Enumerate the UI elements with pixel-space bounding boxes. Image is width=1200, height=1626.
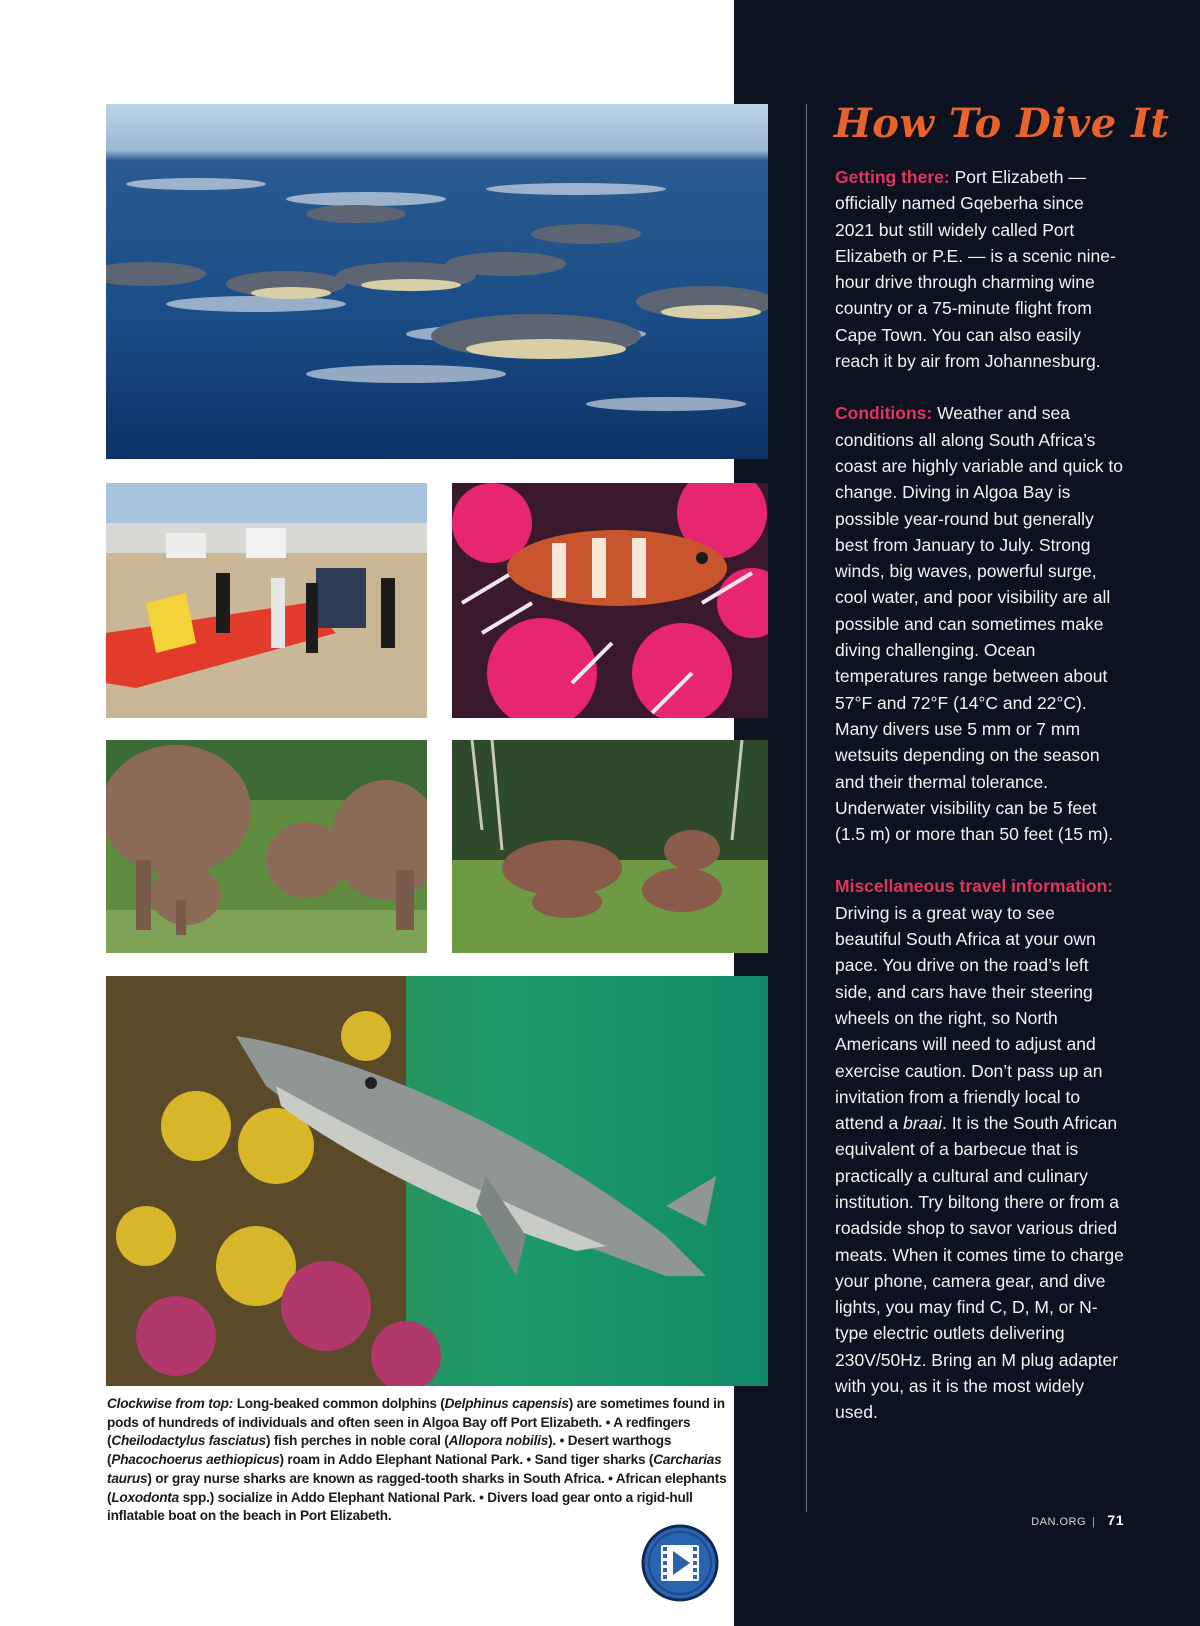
caption-text: ). • Desert warthogs (: [107, 1433, 672, 1468]
caption-text: ) fish perches in noble coral (: [265, 1433, 449, 1449]
photo-caption: [107, 1395, 727, 1526]
section-text: Port Elizabeth — officially named Gqeberha since 2021 but still widely called Port Elizabeth or P.E. — is a scenic nine-hour drive through charming wine country or a 75-minute flight from Cape Town. You can also easily reach it by air from Johannesburg.: [835, 167, 1116, 372]
video-play-icon[interactable]: [641, 1524, 719, 1602]
caption-lead: Clockwise from top:: [107, 1396, 234, 1411]
column-divider: [806, 104, 807, 1512]
section-label: Getting there:: [835, 167, 950, 187]
section-getting-there: [835, 164, 1125, 374]
caption-text: ) or gray nurse sharks are known as ragged-tooth sharks in South Africa. • African elephants (: [107, 1470, 727, 1505]
footer-site: DAN.ORG: [1031, 1516, 1087, 1528]
caption-text: spp.) socialize in Addo Elephant National Park. • Divers load gear onto a rigid-hull inflatable boat on the beach in Port Elizabeth.: [107, 1489, 693, 1524]
sidebar-body: [835, 164, 1125, 1452]
photo-redfingers-fish: [452, 483, 768, 718]
caption-italic: Phacochoerus aethiopicus: [111, 1452, 280, 1468]
caption-text: ) roam in Addo Elephant National Park. • Sand tiger sharks (: [279, 1452, 654, 1468]
section-conditions: [835, 400, 1125, 847]
page-footer: [1031, 1512, 1124, 1528]
section-text: Driving is a great way to see beautiful South Africa at your own pace. You drive on the road’s left side, and cars have their steering wheels on the right, so North Americans will need to adjust and exercise caution. Don’t pass up an invitation from a friendly local to attend a: [835, 902, 1103, 1134]
page-number: 71: [1107, 1512, 1124, 1528]
photo-sand-tiger-shark: [106, 976, 768, 1386]
caption-text: ) are sometimes found in pods of hundreds of individuals and often seen in Algoa Bay off Port Elizabeth. • A redfingers (: [107, 1396, 725, 1449]
photo-warthogs: [452, 740, 768, 953]
caption-text: Long-beaked common dolphins (: [233, 1396, 445, 1411]
caption-italic: Cheilodactylus fasciatus: [111, 1433, 266, 1449]
section-italic-term: braai: [903, 1113, 943, 1134]
caption-italic: Loxodonta: [111, 1489, 179, 1505]
section-text: Weather and sea conditions all along South Africa’s coast are highly variable and quick to change. Diving in Algoa Bay is possible year-round but generally best from January to July. Strong winds, big waves, powerful surge, cool water, and poor visibility are all possible and can sometimes make diving challenging. Ocean temperatures range between about 57°F and 72°F (14°C and 22°C). Many divers use 5 mm or 7 mm wetsuits depending on the season and their thermal tolerance. Underwater visibility can be 5 feet (1.5 m) or more than 50 feet (15 m).: [835, 403, 1123, 845]
section-misc-travel: [835, 873, 1125, 1425]
photo-divers-boat: [106, 483, 427, 718]
sidebar-title: How To Dive It: [834, 100, 1170, 147]
caption-italic: Carcharias taurus: [107, 1452, 722, 1486]
caption-italic: Delphinus capensis: [444, 1396, 569, 1411]
photo-dolphins: [106, 104, 768, 459]
photo-elephants: [106, 740, 427, 953]
section-label: Conditions:: [835, 403, 933, 424]
footer-separator: |: [1092, 1516, 1096, 1528]
caption-italic: Allopora nobilis: [448, 1433, 549, 1449]
section-text: . It is the South African equivalent of a barbecue that is practically a cultural and culinary institution. Try biltong there or from a roadside shop to savor various dried meats. When it comes time to charge your phone, camera gear, and dive lights, you may find C, D, M, or N-type electric outlets delivering 230V/50Hz. Bring an M plug adapter with you, as it is the most widely used.: [835, 1113, 1124, 1423]
section-label: Miscellaneous travel information:: [835, 876, 1114, 897]
